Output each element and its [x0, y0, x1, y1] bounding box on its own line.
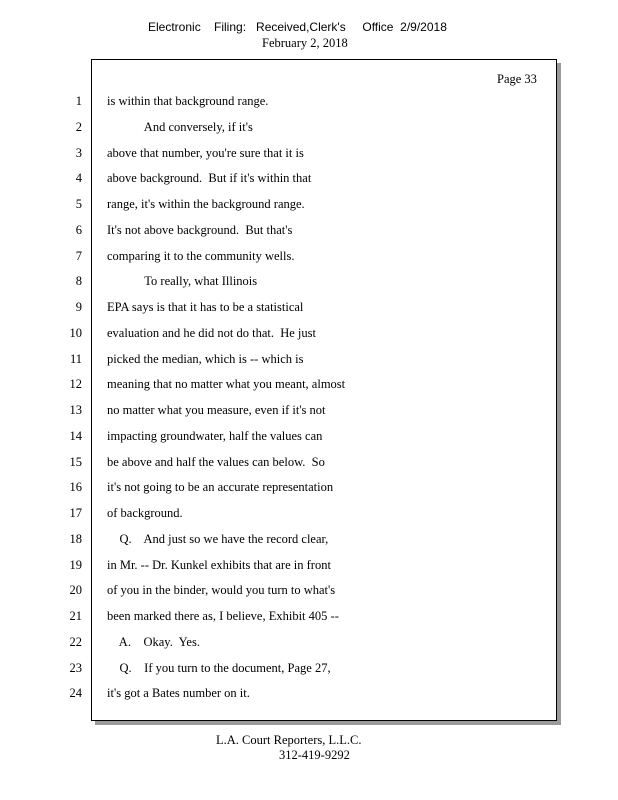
- transcript-line: evaluation and he did not do that. He just: [107, 325, 316, 340]
- transcript-line: it's got a Bates number on it.: [107, 686, 250, 701]
- transcript-line: is within that background range.: [107, 94, 269, 108]
- transcript-line: comparing it to the community wells.: [107, 248, 295, 263]
- transcript-line: in Mr. -- Dr. Kunkel exhibits that are in front: [107, 557, 331, 572]
- line-number: 8: [75, 274, 82, 289]
- transcript-line: And conversely, if it's: [107, 119, 253, 134]
- line-number: 24: [69, 686, 82, 701]
- line-number: 11: [69, 351, 82, 366]
- transcript-line: of you in the binder, would you turn to what's: [107, 583, 336, 598]
- transcript-line: above that number, you're sure that it is: [107, 145, 304, 160]
- line-number: 22: [69, 634, 82, 649]
- line-number: 18: [69, 531, 82, 546]
- line-number: 1: [75, 94, 82, 108]
- line-number: 17: [69, 506, 82, 520]
- line-number: 15: [69, 454, 82, 469]
- filing-stamp: Electronic Filing: Received,Clerk's Office 2/9/2018: [148, 20, 447, 34]
- transcript-line: be above and half the values can below. So: [107, 454, 325, 469]
- transcript-line: picked the median, which is -- which is: [107, 351, 304, 366]
- line-number: 13: [69, 403, 82, 417]
- line-number: 19: [69, 557, 82, 572]
- filing-date: February 2, 2018: [262, 36, 348, 50]
- transcript-line: of background.: [107, 506, 183, 520]
- line-number: 4: [75, 171, 82, 186]
- line-number: 20: [69, 583, 82, 598]
- transcript-line: meaning that no matter what you meant, almost: [107, 377, 346, 392]
- transcript-line: been marked there as, I believe, Exhibit 405 --: [107, 609, 339, 623]
- line-number: 21: [69, 609, 82, 623]
- line-number: 14: [69, 428, 82, 443]
- reporter-phone: 312-419-9292: [279, 748, 350, 762]
- transcript-line: A. Okay. Yes.: [107, 634, 200, 649]
- transcript-line: To really, what Illinois: [107, 274, 258, 289]
- transcript-line: range, it's within the background range.: [107, 197, 305, 211]
- transcript-line: above background. But if it's within that: [107, 171, 312, 186]
- transcript-line: no matter what you measure, even if it's not: [107, 403, 326, 417]
- line-number: 23: [69, 660, 82, 675]
- transcript-line: impacting groundwater, half the values can: [107, 428, 323, 443]
- line-number: 7: [75, 248, 82, 263]
- line-number: 16: [69, 480, 82, 495]
- line-number: 5: [75, 197, 82, 211]
- transcript-line: Q. If you turn to the document, Page 27,: [107, 660, 331, 675]
- line-number: 3: [75, 145, 82, 160]
- line-number: 6: [75, 222, 82, 237]
- line-number: 10: [69, 325, 82, 340]
- line-number: 9: [75, 300, 82, 314]
- line-number: 2: [75, 119, 82, 134]
- transcript-line: EPA says is that it has to be a statistical: [107, 300, 304, 314]
- transcript-line: it's not going to be an accurate representation: [107, 480, 334, 495]
- transcript-line: Q. And just so we have the record clear,: [107, 531, 329, 546]
- line-number: 12: [69, 377, 82, 392]
- page-number: Page 33: [497, 72, 537, 86]
- transcript-line: It's not above background. But that's: [107, 222, 293, 237]
- reporter-company: L.A. Court Reporters, L.L.C.: [216, 733, 362, 747]
